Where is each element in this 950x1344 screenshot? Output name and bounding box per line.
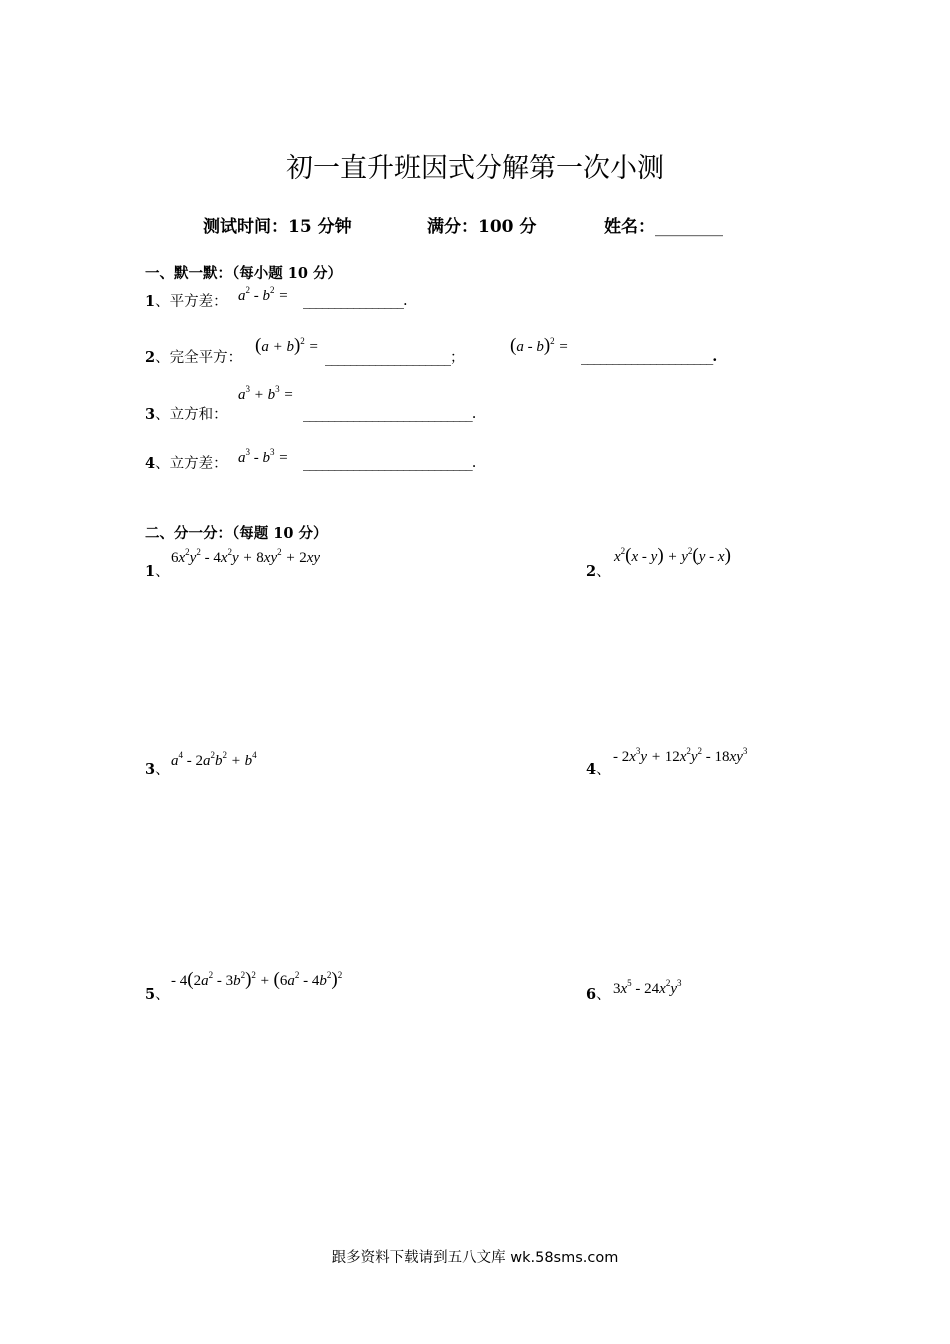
q-separator: 、 [155,294,170,310]
expr-5: - $4(2a^2 - 3b^2)^2 + (6a^2 - 4b^2)^2$ [171,969,343,990]
name-label: 姓名： [604,217,655,237]
answer-blank-4[interactable]: ___________________________. [303,455,477,471]
test-time: 测试时间：15 分钟 [203,217,352,237]
expr-6: $3x^5 - 24x^2y^3$ [613,978,682,997]
footer-text: 跟多资料下载请到五八文库 wk.58sms.com [331,1250,619,1266]
formula-square-sum: $(a + b)^2$ = [255,335,319,356]
name-blank: ________ [655,217,723,237]
answer-blank-2b[interactable]: _____________________. [581,348,718,365]
expr-4: - $2x^3y + 12x^2y^2 - 18xy^3$ [613,746,748,765]
p1-question-3 [145,403,228,424]
p2-item-2: 2、 [586,563,611,580]
p2-item-5: 5、 [145,986,170,1003]
formula-sum-cubes: $a^3 + b^3$ = [238,384,294,403]
p1-question-2 [145,346,242,367]
name-field[interactable] [604,212,723,237]
answer-blank-3[interactable]: ___________________________. [303,406,477,422]
expr-1: $6x^2y^2 - 4x^2y + 8xy^2 + 2xy$ [171,547,321,566]
expr-2: $x^2(x - y) + y^2(y - x)$ [614,545,731,566]
p1-question-4 [145,452,228,473]
q-separator: 、 [155,407,170,423]
formula-diff-squares: $a^2 - b^2$ = [238,285,289,304]
formula-diff-cubes: $a^3 - b^3$ = [238,447,289,466]
q-label: 立方和： [169,407,228,423]
q-separator: 、 [155,456,170,472]
q-number: 4 [145,455,156,472]
answer-blank-1[interactable]: ________________. [303,293,408,309]
p2-item-6: 6、 [586,986,611,1003]
q-label: 立方差： [169,456,228,472]
part1-heading: 一、默一默：（每小题 10 分） [145,265,343,282]
formula-square-diff: (a - b)$^2$ = [510,335,569,356]
p2-item-4: 4、 [586,761,611,778]
answer-blank-2a[interactable]: ____________________； [325,350,465,366]
p1-question-1 [145,290,228,311]
q-number: 1 [145,293,156,310]
full-score: 满分：100 分 [427,217,537,237]
part2-heading: 二、分一分：（每题 10 分） [145,525,328,542]
page-title: 初一直升班因式分解第一次小测 [286,153,664,184]
p2-item-1: 1、 [145,563,170,580]
q-label: 完全平方： [169,350,243,366]
q-number: 3 [145,406,156,423]
q-number: 2 [145,349,156,366]
expr-3: $a^4 - 2a^2b^2 + b^4$ [171,750,257,769]
q-separator: 、 [155,350,170,366]
q-label: 平方差： [169,294,228,310]
p2-item-3: 3、 [145,761,170,778]
